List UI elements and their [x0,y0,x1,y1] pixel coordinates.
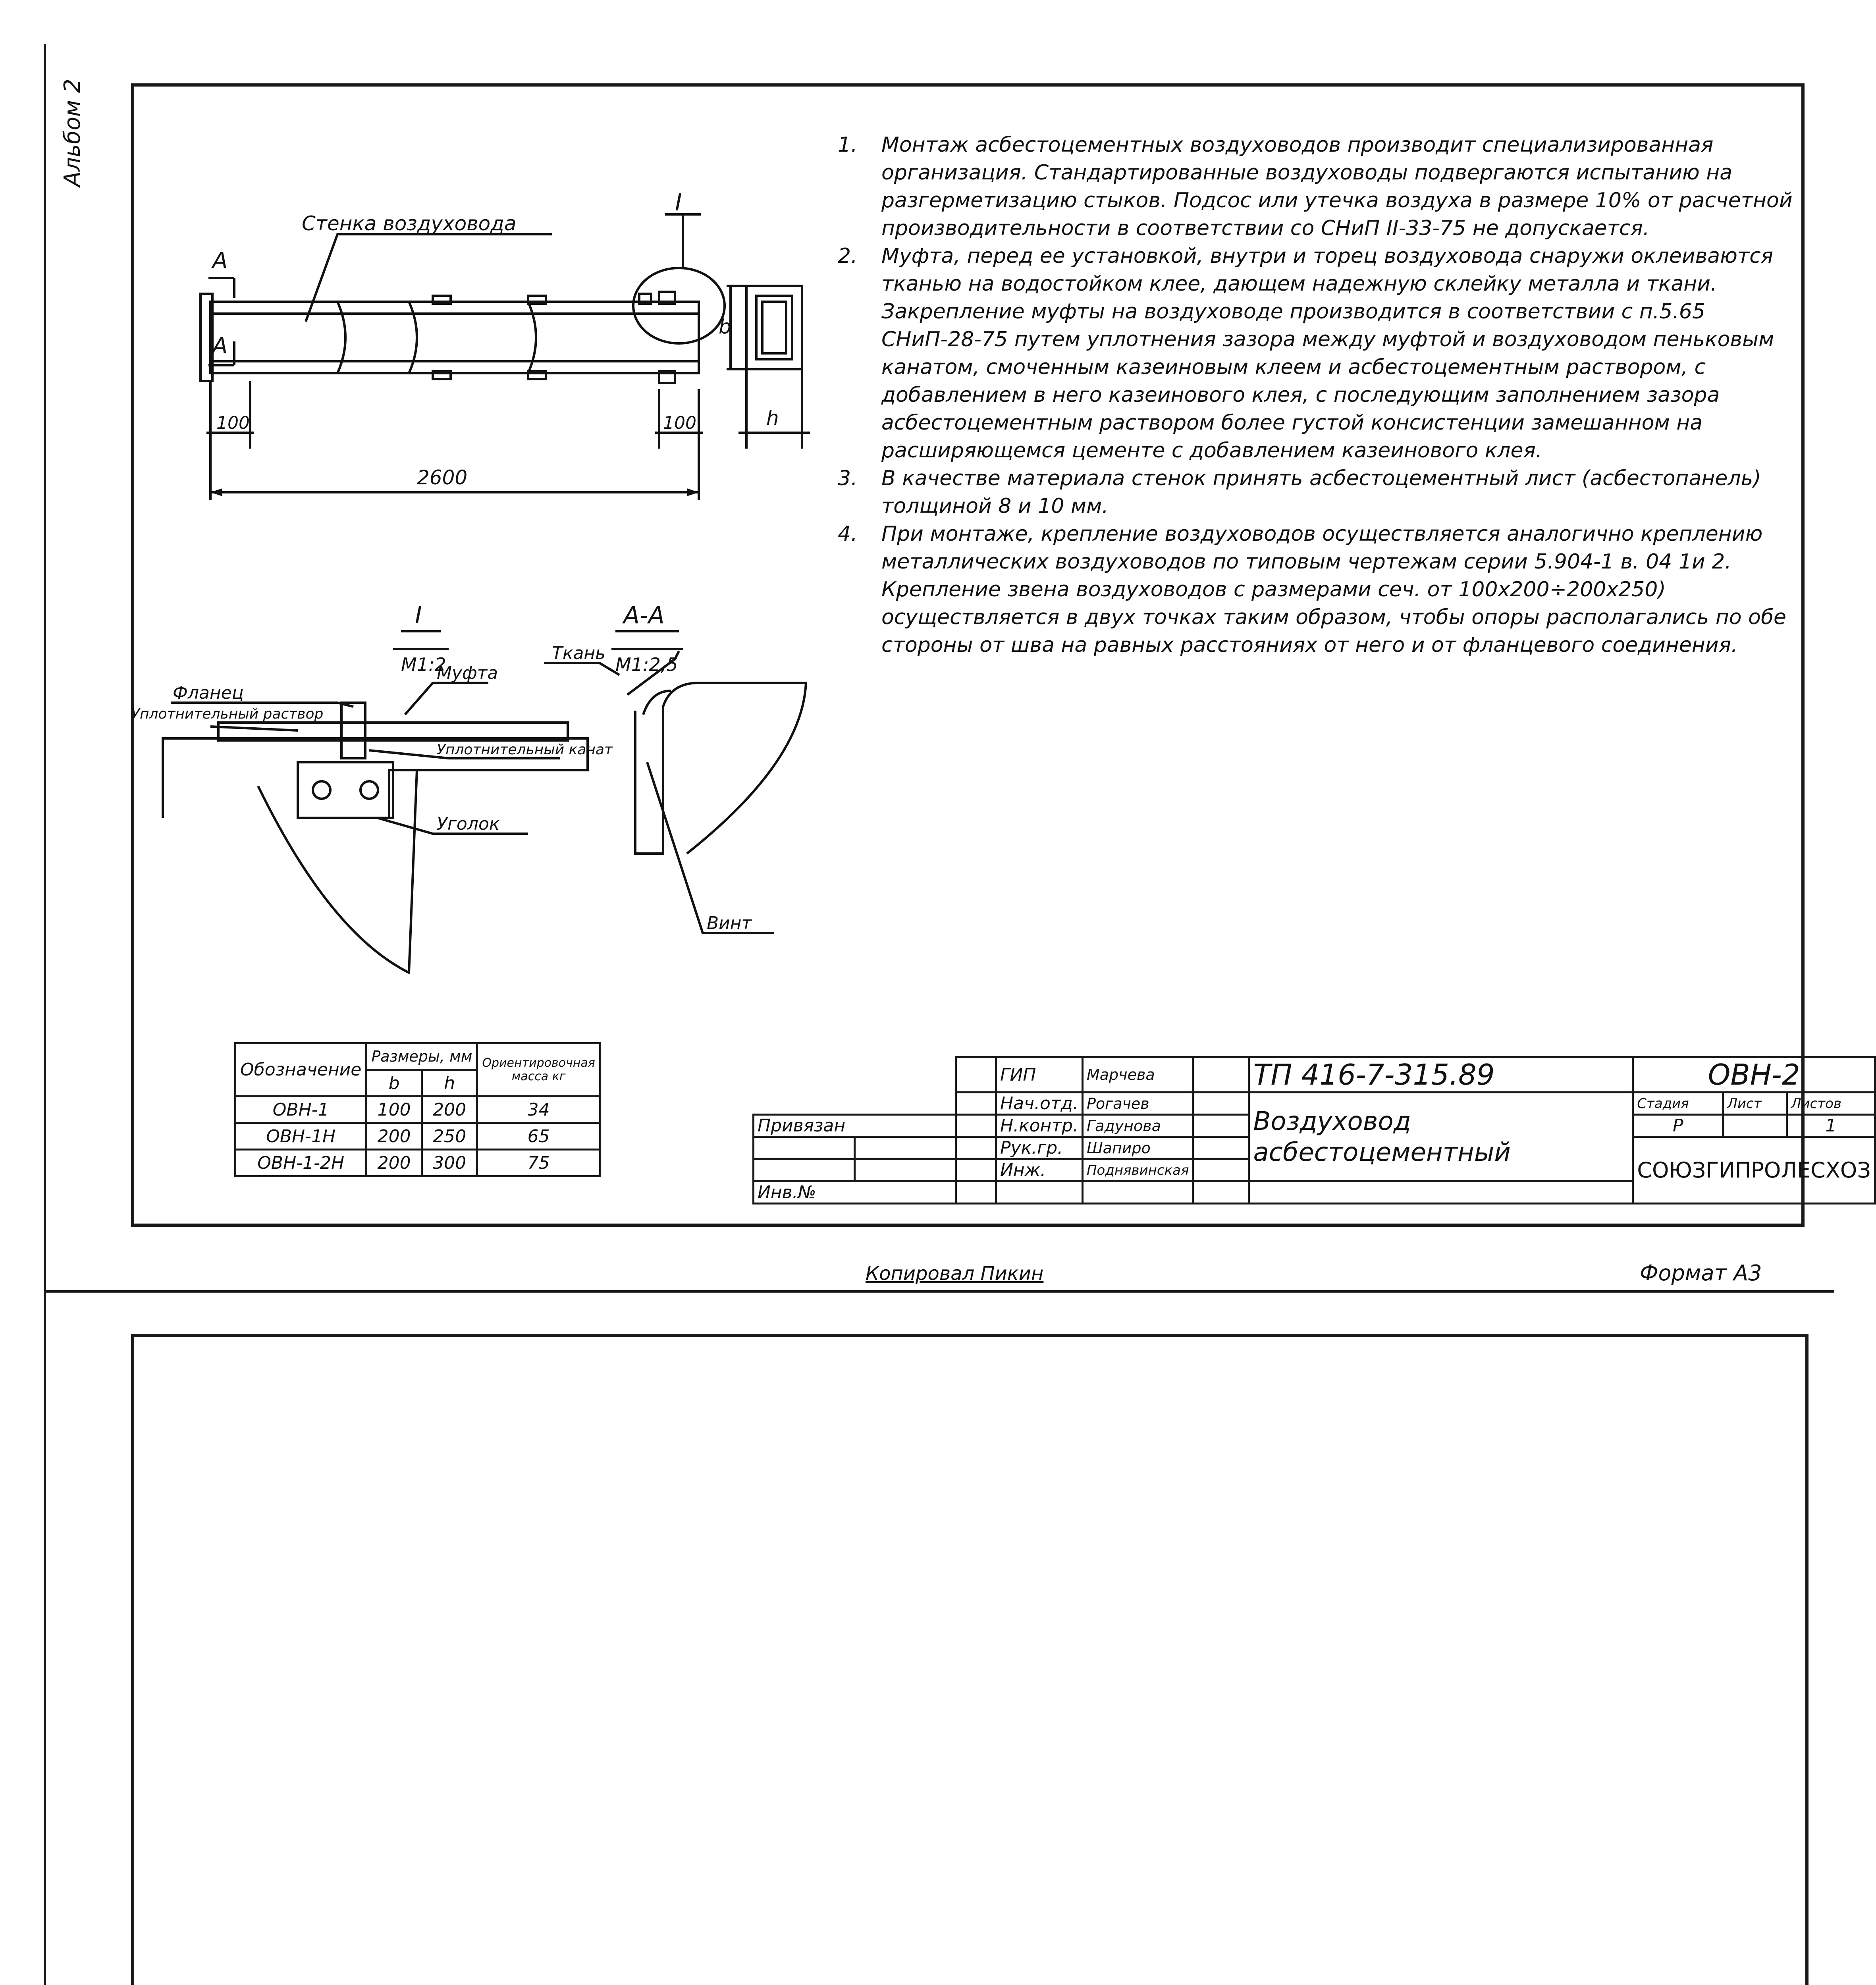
detail-title: I [415,601,422,629]
sheet-border-left [44,44,46,1985]
spec-header-designation: Обозначение [235,1043,366,1097]
label-angle: Уголок [437,814,500,834]
spec-table [234,1042,601,1177]
drawing-frame-bottom [131,1334,1809,1985]
detail-mark: I [675,189,682,216]
copied-by: Копировал Пикин [866,1262,1044,1285]
label-sealing-mortar: Уплотнительный раствор [131,706,324,722]
dim-100-left: 100 [216,413,250,433]
sheet-code: ОВН-2 [1633,1057,1875,1093]
label-sealing-rope: Уплотнительный канат [437,742,613,758]
wall-label: Стенка воздуховода [302,212,517,235]
section-title: А-А [623,601,665,629]
drawing-title: Воздуховод асбестоцементный [1249,1093,1633,1181]
table-row: ОВН-1-2Н 200 300 75 [235,1150,600,1176]
note-2: 2. Муфта, перед ее установкой, внутри и торец воздуховода снаружи оклеиваются тканью на водостойком клее, дающем надежную склейку металла и ткани. Закрепление муфты на воздуховоде производится в соответствии с п.5.65 СНиП-28-75 путем уплотнения зазора между муфтой и воздуховодом пеньковым канатом, смоченным казеиновым клеем и асбестоцементным раствором, с добавлением в него казеинового клея, с последующим заполнением зазора асбестоцементным раствором более густой консистенции замешанном на расширяющемся цементе с добавлением казеинового клея. [838,244,1774,463]
section-mark-a-top: А [212,248,228,274]
dim-100-right: 100 [663,413,696,433]
title-block: ГИП Марчева ТП 416-7-315.89 ОВН-2 Нач.отд. Рогачев Воздуховод асбестоцементный Стадия Лист Листов Привязан Н.контр. Гадунова Р 1 Рук.гр. Шапиро СОЮЗГИПРОЛЕСХОЗ Инж. Поднявинская Инв.№ [752,1056,1876,1204]
label-flange: Фланец [173,683,244,703]
side-label-top: Альбом 2 [60,79,85,187]
inv-number: Инв.№ [754,1181,956,1204]
format-label: Формат А3 [1640,1260,1762,1285]
label-screw: Винт [707,913,752,933]
spec-header-b: b [366,1070,422,1097]
organization: СОЮЗГИПРОЛЕСХОЗ [1633,1137,1875,1204]
spec-header-h: h [422,1070,477,1097]
label-fabric: Ткань [552,643,606,663]
note-1: 1. Монтаж асбестоцементных воздуховодов производит специализированная организация. Стандартированные воздуховоды подвергаются испытанию на разгерметизацию стыков. Подсос или утечка воздуха в размере 10% от расчетной производительности в соответствии со СНиП II-33-75 не допускается. [838,133,1793,240]
duct-drawing [131,119,846,1032]
dim-2600: 2600 [417,466,468,489]
dim-h: h [766,407,779,430]
spec-header-sizes: Размеры, мм [366,1043,477,1070]
note-3: 3. В качестве материала стенок принять асбестоцементный лист (асбестопанель) толщиной 8 и 10 мм. [838,466,1761,518]
notes [838,131,1807,659]
doc-code: ТП 416-7-315.89 [1249,1057,1633,1093]
label-coupling: Муфта [437,663,498,683]
detail-scale: М1:2 [401,654,446,675]
spec-header-mass: Ориентировочная масса кг [477,1043,600,1097]
sheet-divider [44,1290,1834,1293]
table-row: ОВН-1Н 200 250 65 [235,1123,600,1150]
section-mark-a-bottom: А [212,333,228,359]
dim-b: b [719,315,731,338]
note-4: 4. При монтаже, крепление воздуховодов осуществляется аналогично креплению металлических воздуховодов по типовым чертежам серии 5.904-1 в. 04 1и 2. Крепление звена воздуховодов с размерами сеч. от 100х200÷200х250) осуществляется в двух точках таким образом, чтобы опоры располагались по обе стороны от шва на равных расстояниях от него и от фланцевого соединения. [838,522,1787,657]
table-row: ОВН-1 100 200 34 [235,1097,600,1123]
privyazan: Привязан [754,1115,956,1137]
section-scale: М1:2,5 [615,654,678,675]
